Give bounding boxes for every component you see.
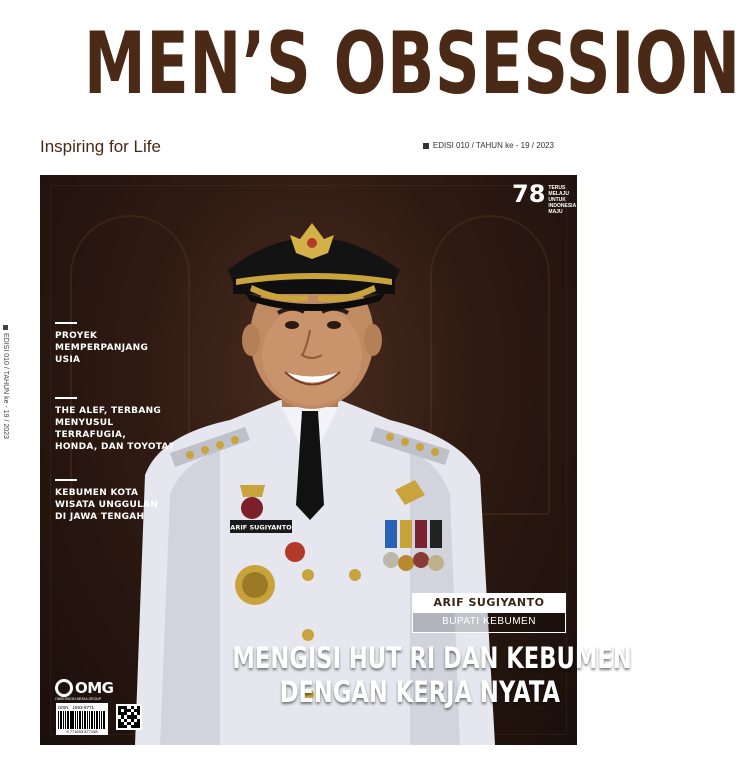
main-headline-line2: DENGAN KERJA NYATA — [279, 675, 560, 709]
caption-title: BUPATI KEBUMEN — [412, 613, 566, 633]
square-bullet-icon — [3, 325, 8, 330]
name-caption — [412, 593, 566, 633]
eye — [285, 321, 299, 329]
publisher-logo — [55, 673, 115, 703]
spine-edition — [2, 325, 9, 439]
ear — [364, 324, 382, 356]
emblem — [285, 542, 305, 562]
side-headline: KEBUMEN KOTA WISATA UNGGULAN DI JAWA TENGAH — [55, 479, 175, 523]
eye — [327, 321, 341, 329]
publisher-name: OBSESSION MEDIA GROUP — [55, 697, 102, 701]
ear — [242, 324, 260, 356]
main-headline — [232, 641, 632, 709]
cover-photo — [40, 175, 632, 745]
caption-name: ARIF SUGIYANTO — [412, 593, 566, 613]
anniversary-slogan: TERUS MELAJU UNTUK INDONESIA MAJU — [548, 185, 577, 215]
anniversary-number: 78 — [512, 180, 546, 208]
main-headline-line1: MENGISI HUT RI DAN KEBUMEN — [232, 641, 632, 675]
edition-info — [423, 141, 554, 150]
magazine-title: MEN’S OBSESSION — [83, 14, 741, 114]
publisher-logo-text: OMG — [75, 679, 114, 697]
side-headline: THE ALEF, TERBANG MENYUSUL TERRAFUGIA, HONDA, DAN TOYOTA? — [55, 397, 175, 453]
square-bullet-icon — [423, 143, 429, 149]
tagline: Inspiring for Life — [40, 137, 161, 156]
qr-code-icon — [116, 704, 142, 730]
omg-circle-icon — [55, 679, 73, 697]
emblem — [242, 572, 268, 598]
headline-rule — [55, 479, 77, 481]
anniversary-badge — [512, 180, 577, 221]
headline-rule — [55, 397, 77, 399]
edition-text: EDISI 010 / TAHUN ke - 19 / 2023 — [432, 141, 554, 150]
name-plate: ARIF SUGIYANTO — [230, 523, 292, 532]
insignia — [240, 485, 265, 497]
face-shade — [262, 305, 362, 405]
spine-edition-text: EDISI 010 / TAHUN ke - 19 / 2023 — [2, 333, 9, 439]
barcode-number: 9 771693 877158 — [66, 729, 98, 734]
masthead — [0, 14, 741, 134]
side-headline: PROYEK MEMPERPANJANG USIA — [55, 322, 175, 366]
barcode — [56, 703, 108, 735]
emblem — [241, 497, 263, 519]
barcode-bars — [58, 711, 106, 729]
issn: ISSN 1693-8771 — [58, 705, 95, 710]
headline-rule — [55, 322, 77, 324]
